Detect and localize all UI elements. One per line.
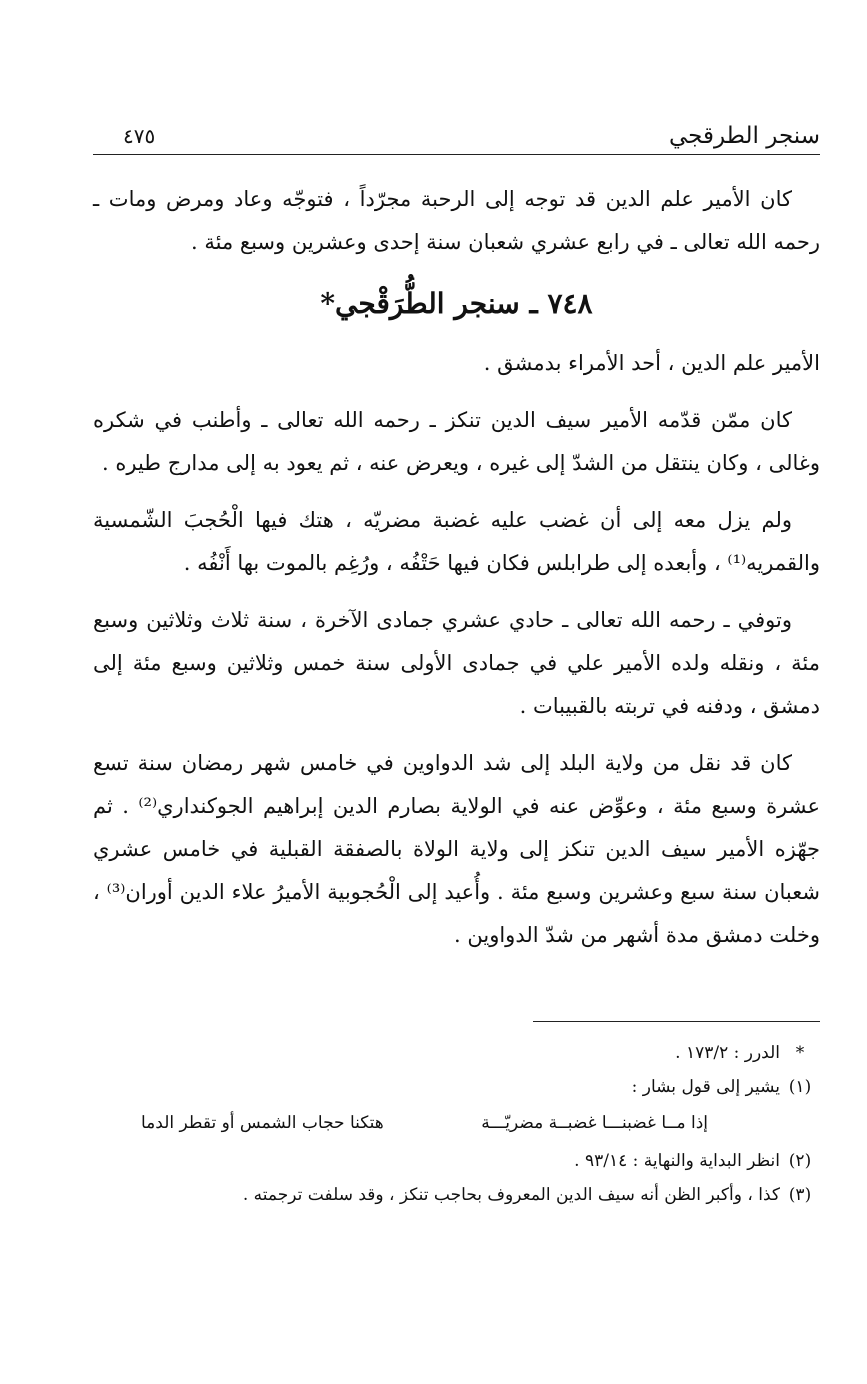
footnote-text: كذا ، وأكبر الظن أنه سيف الدين المعروف بحاجب تنكز ، وقد سلفت ترجمته . [242,1185,780,1205]
entry-title: ٧٤٨ ـ سنجر الطُّرَقْجي* [320,287,593,320]
footnote-text: يشير إلى قول بشار : [631,1077,780,1097]
footnote-mark: * [795,1043,805,1063]
paragraph-1: كان ممّن قدّمه الأمير سيف الدين تنكز ـ رحمه الله تعالى ـ وأطنب في شكره وغالى ، وكان ينتقل من الشدّ إلى غيره ، ويعرض عنه ، ثم يعود به إلى مدارج طيره . [93,408,820,475]
poetry-verse [93,1106,820,1140]
footnote-3 [93,1178,820,1212]
verse-first-hemistich: إذا مــا غضبنـــا غضبــة مضريّـــة [481,1113,708,1133]
page-header [93,118,820,155]
running-title: سنجر الطرقجي [668,123,820,149]
paragraph-4: كان قد نقل من ولاية البلد إلى شد الدواوين في خامس شهر رمضان سنة تسع عشرة وسبع مئة ، وعوِّض عنه في الولاية بصارم الدين إبراهيم الجوكنداري⁽²⁾ . ثم جهّزه الأمير سيف الدين تنكز إلى ولاية الولاة بالصفقة القبلية في خامس عشري شعبان سنة سبع وعشرين وسبع مئة . وأُعيد إلى الْحُجوبية الأميرُ علاء الدين أوران⁽³⁾ ، وخلت دمشق مدة أشهر من شدّ الدواوين . [93,751,820,947]
footnote-2 [93,1144,820,1178]
continuation-paragraph: كان الأمير علم الدين قد توجه إلى الرحبة مجرّداً ، فتوجّه وعاد ومرض ومات ـ رحمه الله تعالى ـ في رابع عشري شعبان سنة إحدى وعشرين وسبع مئة . [93,187,820,254]
footnote-text: انظر البداية والنهاية : ٩٣/١٤ . [574,1151,780,1171]
paragraph-3: وتوفي ـ رحمه الله تعالى ـ حادي عشري جمادى الآخرة ، سنة ثلاث وثلاثين وسبع مئة ، ونقله ولده الأمير علي في جمادى الأولى سنة خمس وثلاثين وسبع مئة إلى دمشق ، ودفنه في تربته بالقبيبات . [93,608,820,718]
paragraph-2: ولم يزل معه إلى أن غضب عليه غضبة مضريّه ، هتك فيها الْحُجبَ الشّمسية والقمريه⁽¹⁾ ، وأبعده إلى طرابلس فكان فيها حَتْفُه ، ورُغِم بالموت بها أَنْفُه . [93,508,820,575]
entry-subtitle: الأمير علم الدين ، أحد الأمراء بدمشق . [483,351,820,375]
page-body [93,178,820,965]
footnote-mark: (٢) [788,1151,812,1171]
footnote-mark: (١) [788,1077,812,1097]
footnote-star [93,1036,820,1070]
verse-second-hemistich: هتكنا حجاب الشمس أو تقطر الدما [141,1113,384,1133]
footnote-1 [93,1070,820,1104]
page-number: ٤٧٥ [123,124,156,148]
footnote-mark: (٣) [788,1185,812,1205]
footnote-divider [533,1021,820,1022]
footnotes [93,1036,820,1212]
footnote-text: الدرر : ١٧٣/٢ . [675,1043,780,1063]
